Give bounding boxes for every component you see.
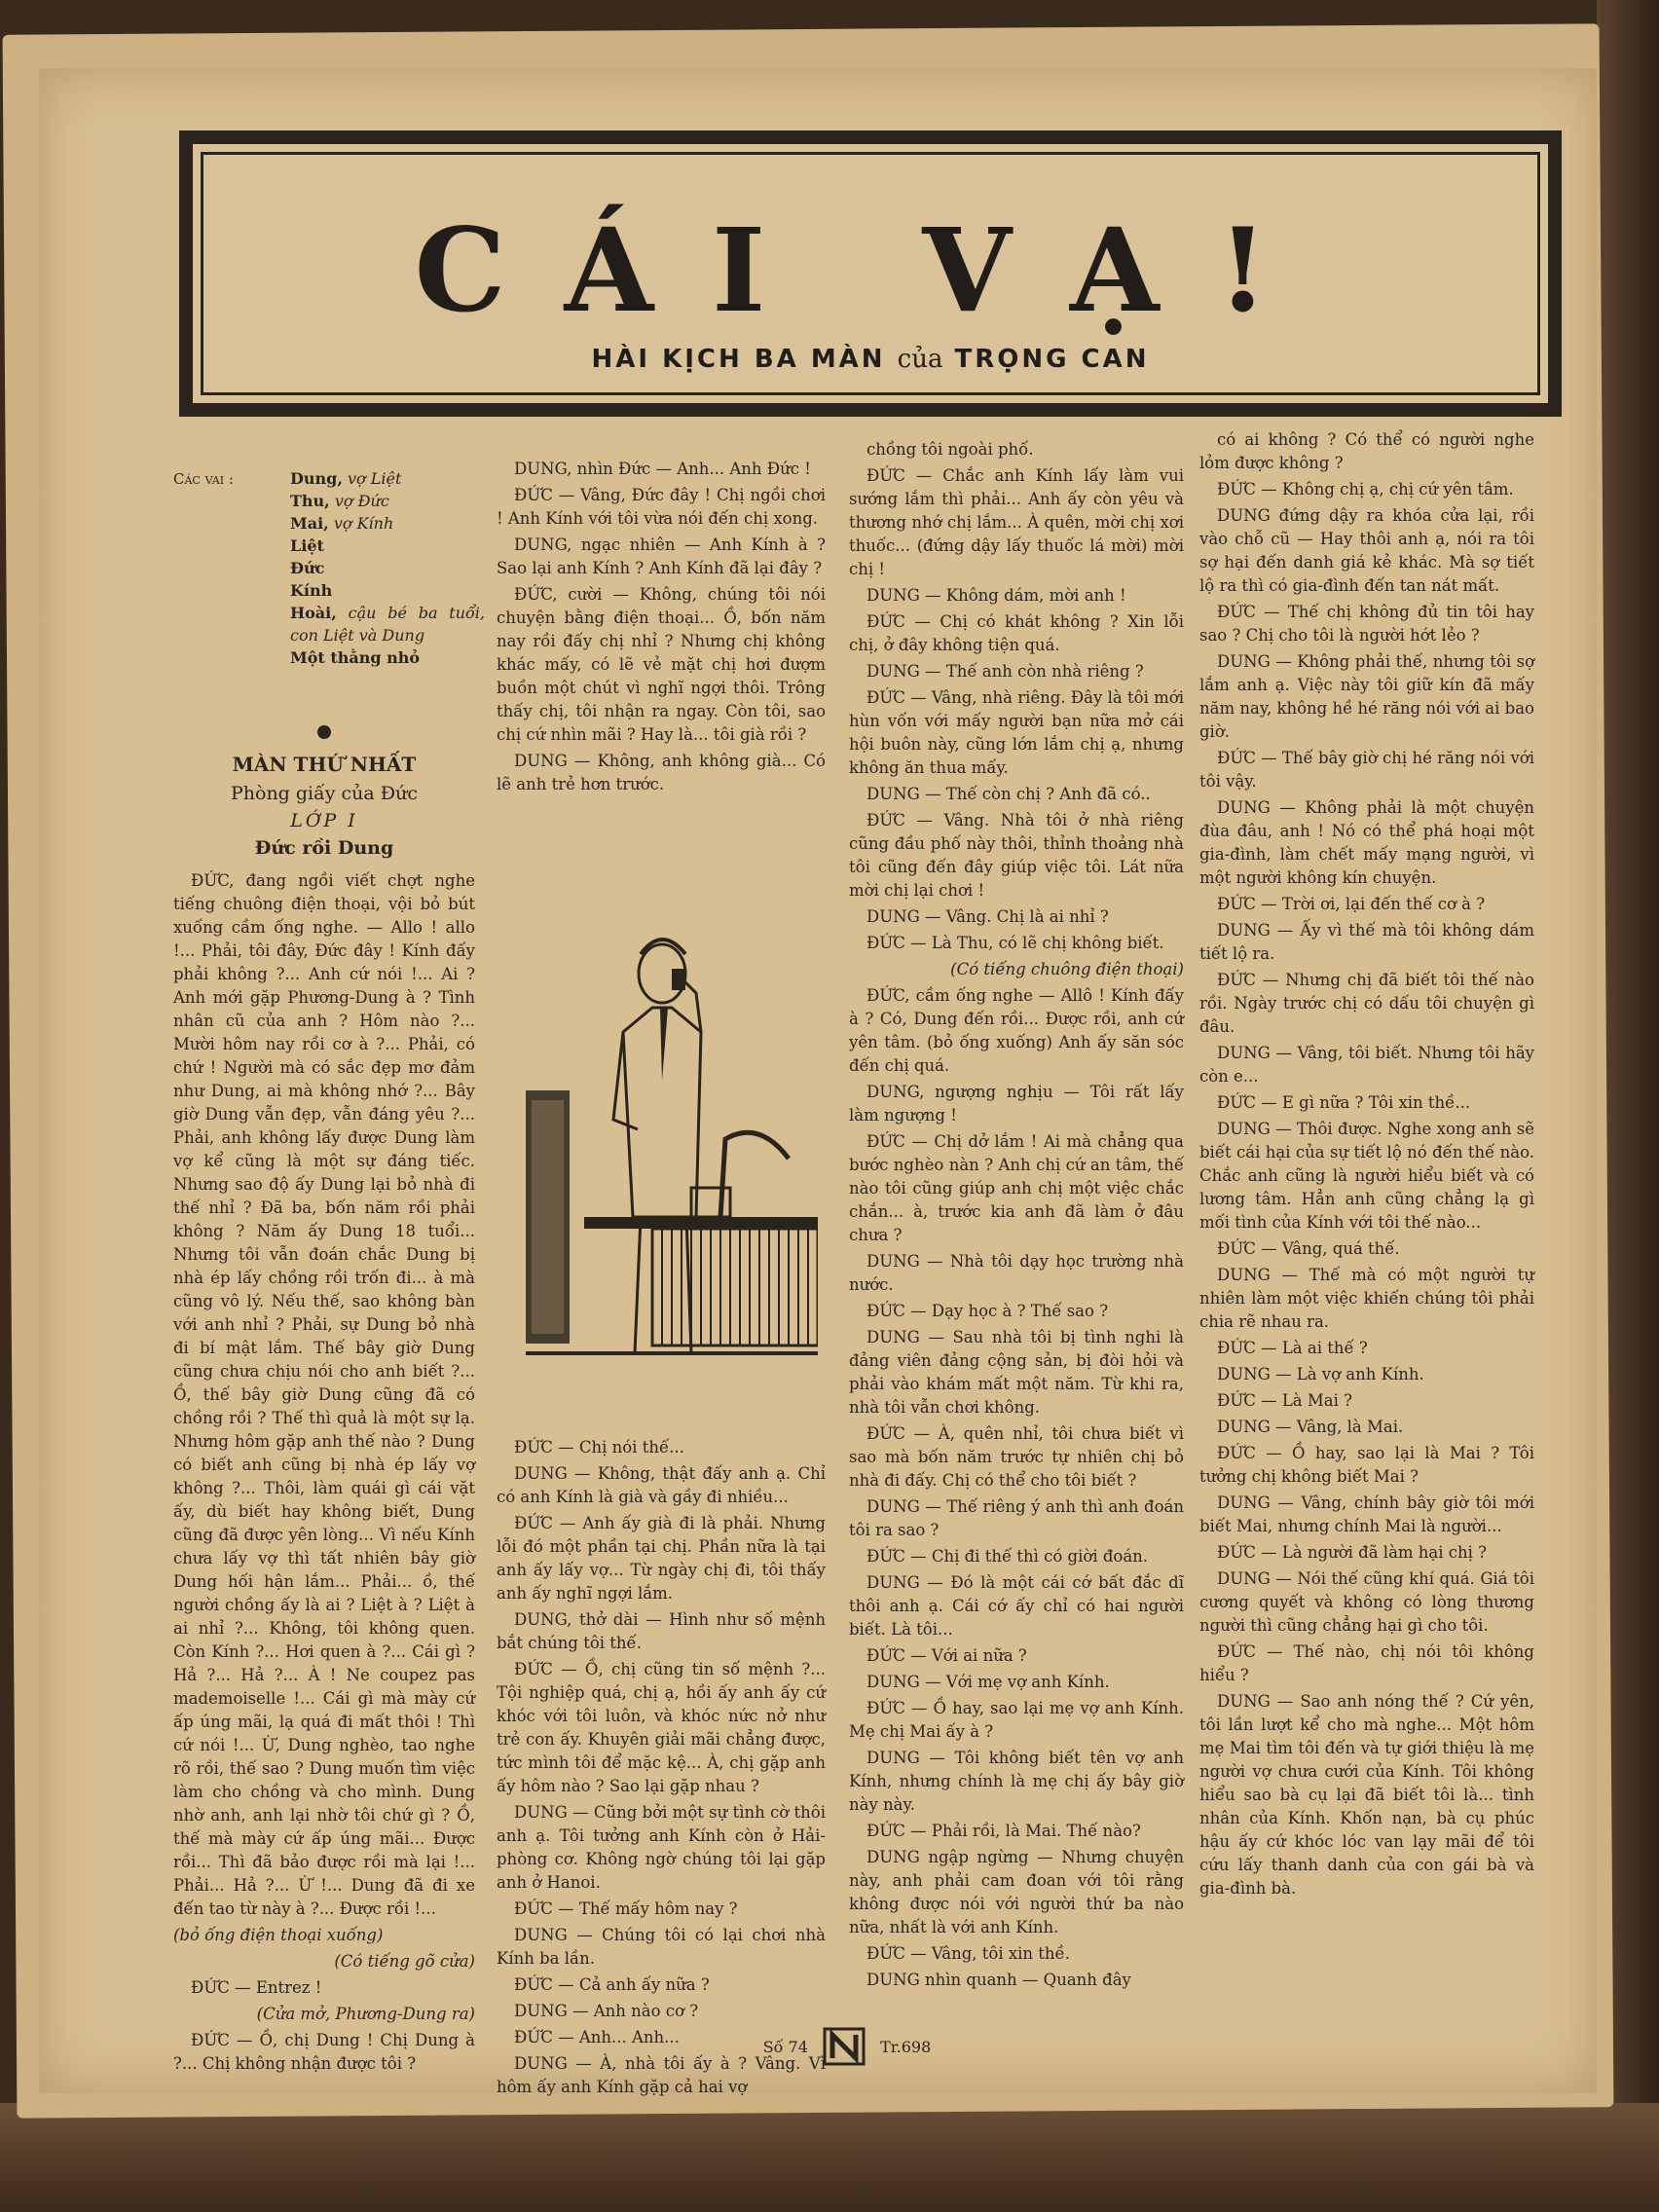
paragraph: DUNG — Vâng, chính bây giờ tôi mới biết Mai, nhưng chính Mai là người... (1199, 1493, 1534, 1535)
cast-member-role: vợ Liệt (348, 469, 402, 488)
cast-member (290, 512, 485, 535)
paragraph: DUNG — Đó là một cái cớ bất đắc dĩ thôi anh ạ. Cái cớ ấy chỉ có hai người biết. Là tôi... (849, 1573, 1184, 1639)
paragraph: DUNG — Sau nhà tôi bị tình nghi là đảng viên đảng cộng sản, bị đòi hỏi và phải vào khám mất một năm. Từ khi ra, nhà tôi vẫn chơi không. (849, 1328, 1184, 1417)
bullet-divider (317, 725, 331, 739)
cast-member-name: Hoài, (290, 604, 337, 622)
man-on-telephone-illustration (526, 925, 818, 1373)
page-content (117, 68, 1577, 2096)
paragraph: DUNG — Nói thế cũng khí quá. Giá tôi cương quyết và không có lòng thương người thì cũng chẳng hại gì cho tôi. (1199, 1569, 1534, 1635)
paragraph: ĐỨC — Dạy học à ? Thế sao ? (866, 1302, 1109, 1320)
stage-direction: (Có tiếng gõ cửa) (334, 1952, 475, 1971)
paragraph: ĐỨC — E gì nữa ? Tôi xin thề... (1217, 1093, 1471, 1112)
column-1 (173, 467, 485, 2079)
paragraph: DUNG — Tôi không biết tên vợ anh Kính, nhưng chính là mẹ chị ấy bây giờ này này. (849, 1749, 1184, 1814)
paragraph: ĐỨC — Entrez ! (191, 1978, 322, 1997)
paragraph: DUNG — Vâng, tôi biết. Nhưng tôi hãy còn e... (1199, 1044, 1534, 1086)
paragraph: DUNG — Thế còn chị ? Anh đã có.. (866, 785, 1151, 803)
column-1-text (173, 869, 475, 2076)
paragraph: DUNG — Thôi được. Nghe xong anh sẽ biết cái hại của sự tiết lộ nó đến thế nào. Chắc anh cũng là người hiểu biết và có lương tâm. Hẳn anh cũng chẳng lạ gì mối tình của Kính với tôi thế nào... (1199, 1120, 1534, 1232)
subtitle-of: của (897, 345, 943, 374)
cast-label: Các vai : (173, 470, 234, 488)
paragraph: ĐỨC — Cả anh ấy nữa ? (514, 1975, 710, 1994)
cast-list-block (173, 467, 485, 725)
cast-member (290, 557, 485, 579)
column-3 (849, 438, 1184, 1995)
cast-member-name: Một thằng nhỏ (290, 648, 421, 667)
paragraph: ĐỨC — Ồ, chị Dung ! Chị Dung à ?... Chị không nhận được tôi ? (173, 2031, 475, 2073)
paragraph: ĐỨC — Trời ơi, lại đến thế cơ à ? (1217, 895, 1486, 913)
paragraph: ĐỨC, đang ngồi viết chợt nghe tiếng chuông điện thoại, vội bỏ bút xuống cầm ống nghe. — Allo ! allo !... Phải, tôi đây, Đức đây ! Kính đấy phải không ?... Anh cứ nói !... Ai ? Anh mới gặp Phương-Dung à ? Tình nhân cũ của anh ? Hôm nào ?... Mười hôm nay rồi cơ à ?... Phải, có chứ ! Người mà có sắc đẹp mơ đảm như Dung, ai mà không nhớ ?... Bây giờ Dung vẫn đẹp, vẫn đáng yêu ?... Phải, anh không lấy được Dung làm vợ kể cũng là một sự đáng tiếc. Nhưng sao độ ấy Dung lại bỏ nhà đi thế nhỉ ? Đã ba, bốn năm rồi phải không ? Năm ấy Dung 18 tuổi... Nhưng tôi vẫn đoán chắc Dung bị nhà ép lấy chồng rồi trốn đi... à mà cũng vô lý. Nếu thế, sao không bàn với anh nhỉ ? Phải, sự Dung bỏ nhà đi bí mật lắm. Thế bây giờ Dung cũng chưa chịu nói cho anh biết ?... Ồ, thế bây giờ Dung cũng đã có chồng rồi ? Thế thì quả là một sự lạ. Nhưng hôm gặp anh thế nào ? Dung có biết anh cũng bị nhà ép lấy vợ không ?... Thôi, làm quái gì cái vặt ấy, dù biết hay không biết, Dung cũng đã được yên lòng... Vì nếu Kính chưa lấy vợ thì tất nhiên bây giờ Dung hối hận lắm... Phải... ồ, thế người chồng ấy là ai ? Liệt à ? Liệt à ai nhỉ ?... Không, tôi không quen. Còn Kính ?... Hơi quen à ?... Cái gì ? Hả ?... Hả ?... À ! Ne coupez pas mademoiselle !... Cái gì mà mày cứ ấp úng mãi, lạ quá đi mất thôi ! Thì cứ nói !... Ừ, Dung nghèo, tao nghe rõ rồi, thế sao ? Dung muốn tìm việc làm cho chồng và cho mình. Dung nhờ anh, anh lại nhờ tôi chứ gì ? Ồ, thế mà mày cứ ấp úng mãi... Được rồi... Thì đã bảo được rồi mà lại !... Phải... Hả ?... Ừ !... Dung đã đi xe đến tao từ này à ?... Được rồi !... (173, 871, 475, 1918)
paragraph: ĐỨC — À, quên nhỉ, tôi chưa biết vì sao mà bốn năm trước tự nhiên chị bỏ nhà đi đấy. Chị có thể cho tôi biết ? (849, 1424, 1184, 1490)
paragraph: DUNG — Thế mà có một người tự nhiên làm một việc khiến chúng tôi phải chia rẽ nhau ra. (1199, 1266, 1534, 1331)
stage-direction: (Cửa mở, Phương-Dung ra) (256, 2005, 475, 2023)
paragraph: DUNG — Thế riêng ý anh thì anh đoán tôi ra sao ? (849, 1497, 1184, 1539)
paragraph: DUNG — Không, thật đấy anh ạ. Chỉ có anh Kính là già và gầy đi nhiều... (497, 1464, 826, 1506)
paragraph: ĐỨC — Là người đã làm hại chị ? (1217, 1543, 1488, 1562)
paragraph: ĐỨC — Là Mai ? (1217, 1391, 1352, 1410)
paragraph: ĐỨC — Là ai thế ? (1217, 1339, 1368, 1357)
paragraph: DUNG — Với mẹ vợ anh Kính. (866, 1673, 1110, 1691)
paragraph: ĐỨC — Thế chị không đủ tin tôi hay sao ? Chị cho tôi là người hớt lẻo ? (1199, 603, 1534, 645)
cast-member-role: cậu bé ba tuổi, con Liệt và Dung (290, 604, 485, 645)
scene-title: Đức rồi Dung (254, 837, 394, 859)
paragraph: ĐỨC — Ồ hay, sao lại mẹ vợ anh Kính. Mẹ chị Mai ấy à ? (849, 1699, 1184, 1741)
paragraph: DUNG — Vâng. Chị là ai nhỉ ? (866, 907, 1109, 926)
paragraph: ĐỨC — Phải rồi, là Mai. Thế nào? (866, 1822, 1141, 1840)
paragraph: DUNG — Không phải thế, nhưng tôi sợ lắm anh ạ. Việc này tôi giữ kín đã mấy năm nay, không hề hé răng nói với ai bao giờ. (1199, 652, 1534, 741)
paragraph: DUNG, thở dài — Hình như số mệnh bắt chúng tôi thế. (497, 1610, 826, 1652)
play-genre: HÀI KỊCH BA MÀN (591, 345, 886, 374)
paragraph: ĐỨC — Là Thu, có lẽ chị không biết. (866, 934, 1164, 952)
paragraph: ĐỨC — Với ai nữa ? (866, 1646, 1027, 1665)
magazine-page (39, 68, 1597, 2096)
paragraph: DUNG — Ấy vì thế mà tôi không dám tiết lộ ra. (1199, 921, 1534, 963)
cast-member-name: Đức (290, 559, 325, 577)
paragraph: DUNG, nhìn Đức — Anh... Anh Đức ! (514, 460, 811, 478)
paragraph: ĐỨC — Chị đi thế thì có giời đoán. (866, 1547, 1149, 1566)
column-2 (497, 458, 826, 799)
paragraph: ĐỨC — Thế nào, chị nói tôi không hiểu ? (1199, 1642, 1534, 1684)
paragraph: ĐỨC — Anh... Anh... (514, 2028, 680, 2046)
paragraph: ĐỨC — Thế mấy hôm nay ? (514, 1899, 738, 1918)
paragraph: DUNG — Thế anh còn nhà riêng ? (866, 662, 1144, 681)
paragraph: DUNG — Chúng tôi có lại chơi nhà Kính ba lần. (497, 1926, 826, 1968)
paragraph: ĐỨC — Ồ hay, sao lại là Mai ? Tôi tưởng chị không biết Mai ? (1199, 1444, 1534, 1486)
paragraph: ĐỨC — Chị dở lắm ! Ai mà chẳng qua bước nghèo nàn ? Anh chị cứ an tâm, thế nào tôi cũng giúp anh chị một việc chắc chắn... à, trước kia anh đã làm ở đâu chưa ? (849, 1132, 1184, 1244)
paragraph: DUNG nhìn quanh — Quanh đây (866, 1971, 1131, 1989)
paragraph: DUNG đứng dậy ra khóa cửa lại, rồi vào chỗ cũ — Hay thôi anh ạ, nói ra tôi sợ hại đến danh giá kẻ khác. Mà sợ tiết lộ ra thì có gia-đình đến tan nát mất. (1199, 506, 1534, 595)
play-subtitle (193, 345, 1548, 374)
paragraph: ĐỨC — Nhưng chị đã biết tôi thế nào rồi. Ngày trước chị có dấu tôi chuyện gì đâu. (1199, 971, 1534, 1036)
play-title: CÁI VẠ! (414, 203, 1327, 338)
play-author: TRỌNG CAN (954, 345, 1150, 374)
paragraph: DUNG — Là vợ anh Kính. (1217, 1365, 1424, 1383)
paragraph: ĐỨC — Chị có khát không ? Xin lỗi chị, ở đây không tiện quá. (849, 612, 1184, 654)
paragraph: DUNG — Nhà tôi dạy học trường nhà nước. (849, 1252, 1184, 1294)
paragraph: ĐỨC — Vâng, Đức đây ! Chị ngồi chơi ! Anh Kính với tôi vừa nói đến chị xong. (497, 486, 826, 528)
scene-number: LỚP I (290, 810, 358, 831)
cast-member (290, 579, 485, 602)
paragraph: DUNG — Không, anh không già... Có lẽ anh trẻ hơn trước. (497, 752, 826, 793)
cast-member-name: Kính (290, 581, 333, 600)
paragraph: DUNG — Không phải là một chuyện đùa đâu, anh ! Nó có thể phá hoại một gia-đình, làm chết mấy mạng người, vì một người không kín chuyện. (1199, 798, 1534, 887)
cast-member (290, 467, 485, 490)
paragraph: có ai không ? Có thể có người nghe lỏm được không ? (1199, 430, 1534, 472)
stage-direction: (bỏ ống điện thoại xuống) (173, 1926, 384, 1944)
cast-member-name: Liệt (290, 536, 324, 555)
cast-list (290, 467, 485, 669)
paragraph: ĐỨC — Thế bây giờ chị hé răng nói với tôi vậy. (1199, 749, 1534, 791)
paragraph: DUNG — À, nhà tôi ấy à ? Vâng. Vì hôm ấy anh Kính gặp cả hai vợ (497, 2054, 826, 2096)
paragraph: ĐỨC — Ồ, chị cũng tin số mệnh ?... Tội nghiệp quá, chị ạ, hồi ấy anh ấy cứ khóc với tôi luôn, và khóc nức nở như trẻ con ấy. Khuyên giải mãi chẳng được, tức mình tôi để mặc kệ... À, chị gặp anh ấy hôm nào ? Sao lại gặp nhau ? (497, 1660, 826, 1795)
cast-member-name: Thu, (290, 492, 330, 510)
paragraph: DUNG — Anh nào cơ ? (514, 2002, 699, 2020)
cast-member (290, 490, 485, 512)
paragraph: DUNG — Sao anh nóng thế ? Cứ yên, tôi lần lượt kể cho mà nghe... Một hôm mẹ Mai tìm tôi đến và tự giới thiệu là mẹ người vợ chưa cưới của Kính. Tôi không hiểu sao bà cụ lại đã biết tôi là... tình nhân của Kính. Khốn nạn, bà cụ phúc hậu ấy cứ khóc lóc van lạy mãi để tôi cứu lấy thanh danh của con gái bà và gia-đình bà. (1199, 1692, 1534, 1898)
paragraph: DUNG ngập ngừng — Nhưng chuyện này, anh phải cam đoan với tôi rằng không được nói với người thứ ba nào nữa, nhất là với anh Kính. (849, 1848, 1184, 1936)
paragraph: ĐỨC — Vâng. Nhà tôi ở nhà riêng cũng đầu phố này thôi, thỉnh thoảng nhà tôi cũng đến đây giúp việc tôi. Lát nữa mời chị lại chơi ! (849, 811, 1184, 900)
cast-member-name: Mai, (290, 514, 329, 533)
paragraph: ĐỨC — Vâng, tôi xin thề. (866, 1944, 1070, 1963)
title-banner (179, 130, 1562, 417)
page-footer (117, 2025, 1577, 2068)
paragraph: DUNG, ngạc nhiên — Anh Kính à ? Sao lại anh Kính ? Anh Kính đã lại đây ? (497, 535, 826, 577)
paragraph: ĐỨC, cười — Không, chúng tôi nói chuyện bằng điện thoại... Ồ, bốn năm nay rồi đấy chị nhỉ ? Nhưng chị không khác mấy, có lẽ vẻ mặt chị hơi đượm buồn một chút vì nghĩ ngợi thôi. Trông thấy chị, tôi nhận ra ngay. Còn tôi, sao chị cứ nhìn mãi ? Hay là... tôi già rồi ? (497, 585, 826, 744)
paragraph: ĐỨC — Chắc anh Kính lấy làm vui sướng lắm thì phải... Anh ấy còn yêu và thương nhớ chị lắm... À quên, mời chị xơi thuốc... (đứng dậy lấy thuốc lá mời) mời chị ! (849, 466, 1184, 578)
paragraph: ĐỨC — Không chị ạ, chị cứ yên tâm. (1217, 480, 1514, 498)
background-table (0, 2103, 1659, 2212)
cast-member (290, 602, 485, 646)
paragraph: ĐỨC — Vâng, quá thế. (1217, 1239, 1400, 1258)
paragraph: (Có tiếng chuông điện thoại) (950, 960, 1184, 978)
page-number: Tr.698 (880, 2037, 932, 2056)
cast-member (290, 646, 485, 669)
paragraph: ĐỨC, cầm ống nghe — Allô ! Kính đấy à ? Có, Dung đến rồi... Được rồi, anh cứ yên tâm. (bỏ ống xuống) Anh ấy săn sóc đến chị quá. (849, 986, 1184, 1075)
magazine-logo-icon (823, 2025, 866, 2068)
column-2-lower (497, 1436, 826, 2102)
act-setting: Phòng giấy của Đức (230, 783, 418, 804)
cast-member-name: Dung, (290, 469, 343, 488)
cast-member-role: vợ Đức (334, 492, 389, 510)
paragraph: chồng tôi ngoài phố. (866, 440, 1034, 459)
paragraph: ĐỨC — Chị nói thế... (514, 1438, 684, 1456)
paragraph: ĐỨC — Vâng, nhà riêng. Đây là tôi mới hùn vốn với mấy người bạn nữa mở cái hội buôn này, cũng lớn lắm chị ạ, nhưng không ăn thua mấy. (849, 688, 1184, 777)
cast-member-role: vợ Kính (333, 514, 394, 533)
paragraph: DUNG — Cũng bởi một sự tình cờ thôi anh ạ. Tôi tưởng anh Kính còn ở Hải-phòng cơ. Không ngờ chúng tôi lại gặp anh ở Hanoi. (497, 1803, 826, 1892)
paragraph: DUNG — Không dám, mời anh ! (866, 586, 1126, 605)
act-title: MÀN THỨ NHẤT (232, 753, 417, 776)
column-4 (1199, 428, 1534, 1903)
paragraph: ĐỨC — Anh ấy già đi là phải. Nhưng lỗi đó một phần tại chị. Phần nữa là tại anh ấy lấy vợ... Từ ngày chị đi, tôi thấy anh ấy nghĩ ngợi lắm. (497, 1514, 826, 1603)
paragraph: DUNG — Vâng, là Mai. (1217, 1418, 1404, 1436)
paragraph: DUNG, ngượng nghịu — Tôi rất lấy làm ngượng ! (849, 1083, 1184, 1124)
cast-member (290, 535, 485, 557)
issue-number: Số 74 (762, 2037, 808, 2056)
